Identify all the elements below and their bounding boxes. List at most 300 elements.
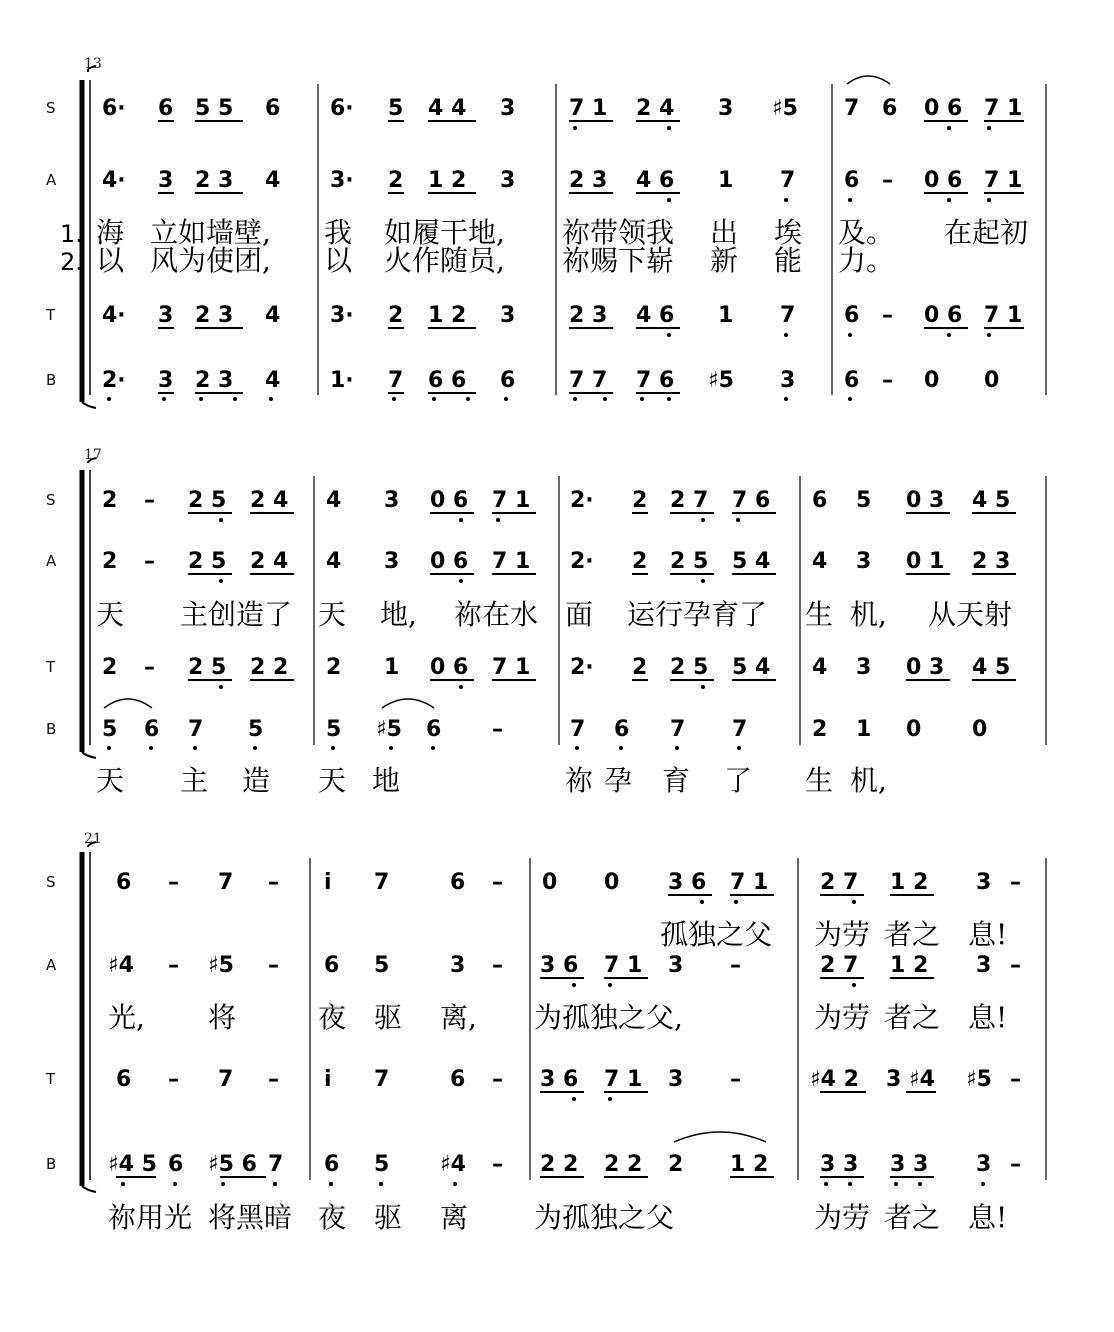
staff-alto (102, 168, 1024, 202)
note: 6 (265, 96, 281, 121)
voice-label-alto: A (46, 956, 57, 974)
octave-dots (667, 333, 991, 337)
note: – (492, 1067, 503, 1092)
lyric: 驱 (374, 1201, 403, 1234)
note: 3 (384, 488, 400, 513)
note: 4 5 (972, 488, 1011, 513)
note: 6· (102, 96, 126, 121)
lyric: 埃 (774, 216, 803, 249)
octave-dots (219, 579, 705, 583)
staff-soprano (116, 870, 1021, 904)
note: 4 (265, 303, 281, 328)
note: 5 4 (732, 549, 771, 574)
note: 3 (668, 1067, 684, 1092)
note: 4 (326, 488, 342, 513)
note: 1 (718, 303, 734, 328)
note: 3· (330, 303, 354, 328)
note: 0 (924, 368, 940, 393)
voice-label-bass: B (46, 371, 57, 389)
lyric: 生 (805, 764, 834, 797)
voice-label-tenor: T (46, 1070, 56, 1088)
lyric: 息! (968, 1001, 1008, 1034)
note: 3· (330, 168, 354, 193)
note: 2 (102, 655, 118, 680)
note: 6 (168, 1152, 184, 1177)
note: 6 (450, 1067, 466, 1092)
lyric: 以 (96, 244, 125, 277)
lyric: 天 (318, 764, 347, 797)
note: 4 5 (972, 655, 1011, 680)
lyric: 孕 (604, 764, 633, 797)
note: 2 7 (820, 870, 859, 895)
note: – (730, 953, 741, 978)
note: 6 (324, 953, 340, 978)
staff-tenor (102, 303, 1024, 337)
voice-label-soprano: S (46, 491, 56, 509)
note: 3 (500, 168, 516, 193)
note: 6 (882, 96, 898, 121)
note: 5 (326, 717, 342, 742)
voice-label-tenor: T (46, 658, 56, 676)
note: 3 (976, 870, 992, 895)
note: 3 (158, 303, 174, 328)
note: 7 1 (604, 953, 643, 978)
note: i (324, 1067, 332, 1092)
voice-label-alto: A (46, 552, 57, 570)
note: 4 6 (636, 168, 675, 193)
note: 2 (326, 655, 342, 680)
note: 7 1 (984, 96, 1023, 121)
lyrics-line-1 (96, 598, 1012, 631)
note: 2· (102, 368, 126, 393)
note: 2 5 (670, 549, 709, 574)
note: – (882, 368, 893, 393)
note: 1 2 (428, 303, 467, 328)
note: 0 6 (430, 655, 469, 680)
note: – (268, 870, 279, 895)
note: 4 (812, 655, 828, 680)
note: 6 (144, 717, 160, 742)
note: 7 6 (732, 488, 771, 513)
lyric: 祢赐下崭 (562, 244, 675, 277)
note: ♯5 6 (208, 1152, 257, 1177)
note: – (492, 870, 503, 895)
slur (382, 699, 434, 708)
note: 2 (668, 1152, 684, 1177)
octave-dots (573, 126, 991, 130)
note: 4 (812, 549, 828, 574)
note: 5 (374, 1152, 390, 1177)
lyric: 息! (968, 918, 1008, 951)
note: 7 1 (492, 488, 531, 513)
lyric: 者之 (884, 1001, 941, 1034)
note: 1 2 (890, 870, 929, 895)
voice-label-soprano: S (46, 99, 56, 117)
note: 1· (330, 368, 354, 393)
note: – (144, 488, 155, 513)
note: 1 2 (730, 1152, 769, 1177)
note: 2· (570, 488, 594, 513)
lyric: 机, (850, 598, 887, 631)
lyric: 为孤独之父 (534, 1201, 675, 1234)
note: 6 (614, 717, 630, 742)
note: 2 3 (195, 368, 234, 393)
note: 4 6 (636, 303, 675, 328)
note: 7 1 (984, 303, 1023, 328)
system-2 (45, 447, 1046, 797)
tie (674, 1132, 766, 1142)
note: 7 7 (569, 368, 608, 393)
note: 2 4 (250, 549, 289, 574)
note: i (324, 870, 332, 895)
bracket-bottom (82, 752, 96, 758)
note: 0 3 (906, 655, 945, 680)
note: 6 (500, 368, 516, 393)
note: 7 (570, 717, 586, 742)
lyric: 天 (96, 598, 125, 631)
note: ♯4 2 (810, 1067, 859, 1092)
lyric: 从天射 (928, 598, 1013, 631)
note: 3 (856, 549, 872, 574)
note: 0 6 (430, 488, 469, 513)
note: 7 (218, 1067, 234, 1092)
lyric: 为孤独之父, (534, 1001, 683, 1034)
lyric: 天 (96, 764, 125, 797)
note: 2 3 (972, 549, 1011, 574)
note: 4 4 (428, 96, 467, 121)
note: 2 (388, 303, 404, 328)
note: – (144, 549, 155, 574)
note: 6 6 (428, 368, 467, 393)
note: 3 (668, 953, 684, 978)
note: – (492, 717, 503, 742)
lyric: 立如墙壁, (150, 216, 271, 249)
note: 5 (856, 488, 872, 513)
note: ♯5 (376, 717, 402, 742)
note: 5 (374, 953, 390, 978)
note: – (882, 168, 893, 193)
note: 2 (102, 488, 118, 513)
note: 6 (844, 303, 860, 328)
lyric: 地, (380, 598, 417, 631)
note: 2 5 (188, 655, 227, 680)
lyric: 主创造了 (180, 598, 293, 631)
note: 4· (102, 303, 126, 328)
lyric: 离, (440, 1001, 477, 1034)
lyric: 主 (180, 764, 209, 797)
lyric: 为劳 (814, 1201, 871, 1234)
note: 7 (780, 303, 796, 328)
note: – (168, 953, 179, 978)
measure-number: 13 (84, 56, 102, 72)
note: 0 6 (430, 549, 469, 574)
lyric: 驱 (374, 1001, 403, 1034)
note: – (168, 1067, 179, 1092)
lyric: 育 (662, 764, 691, 797)
note: 0 6 (924, 303, 963, 328)
lyric: 祢用光 (108, 1201, 193, 1234)
note: – (144, 655, 155, 680)
lyric: 机, (850, 764, 887, 797)
note: 4 (265, 368, 281, 393)
note: – (1010, 1152, 1021, 1177)
note: 3 (856, 655, 872, 680)
lyrics-alto (108, 1001, 1007, 1034)
octave-dots (700, 900, 856, 904)
note: 7 (670, 717, 686, 742)
note: 6 (844, 368, 860, 393)
note: – (492, 1152, 503, 1177)
note: 2 (102, 549, 118, 574)
note: 2 4 (250, 488, 289, 513)
note: ♯4 (440, 1152, 466, 1177)
lyric: 能 (774, 244, 803, 277)
note: 2 (632, 549, 648, 574)
note: 2 7 (820, 953, 859, 978)
note: 6 (426, 717, 442, 742)
lyric: 夜 (318, 1001, 347, 1034)
note: 3 (500, 96, 516, 121)
note: 3 (158, 368, 174, 393)
note: 2 5 (188, 488, 227, 513)
lyric: 光, (108, 1001, 145, 1034)
lyric: 天 (318, 598, 347, 631)
voice-label-bass: B (46, 1155, 57, 1173)
lyric: 地 (372, 764, 401, 797)
lyric: 息! (968, 1201, 1008, 1234)
note: 7 (188, 717, 204, 742)
note: 7 (374, 870, 390, 895)
note: 2 5 (188, 549, 227, 574)
voice-label-tenor: T (46, 306, 56, 324)
note: 3 (450, 953, 466, 978)
note: 5 5 (195, 96, 234, 121)
note: 4· (102, 168, 126, 193)
note: – (492, 953, 503, 978)
lyric: 者之 (884, 918, 941, 951)
bracket-bottom (82, 1186, 96, 1192)
lyrics-line-bass (96, 764, 887, 797)
lyric: 海 (96, 216, 125, 249)
staff-soprano (102, 76, 1024, 130)
lyric: 者之 (884, 1201, 941, 1234)
note: 0 6 (924, 168, 963, 193)
lyric: 孤独之父 (660, 918, 773, 951)
note: – (268, 1067, 279, 1092)
note: 0 (984, 368, 1000, 393)
note: 5 (388, 96, 404, 121)
note: ♯5 (208, 953, 234, 978)
octave-dots (121, 1182, 985, 1186)
note: ♯5 (708, 368, 734, 393)
note: 0 (906, 717, 922, 742)
lyric: 运行孕育了 (627, 598, 768, 631)
note: 3 (718, 96, 734, 121)
bracket-bottom (82, 402, 96, 408)
note: 6 (812, 488, 828, 513)
slur (104, 699, 152, 708)
note: 3 6 (540, 1067, 579, 1092)
note: – (168, 870, 179, 895)
measure-number: 17 (84, 447, 102, 463)
note: 2 3 (569, 303, 608, 328)
note: ♯5 (966, 1067, 992, 1092)
note: 2 5 (670, 655, 709, 680)
note: 3 (384, 549, 400, 574)
note: 2 (388, 168, 404, 193)
note: 5 4 (732, 655, 771, 680)
note: 6 (450, 870, 466, 895)
note: 1 (384, 655, 400, 680)
note: 4 (265, 168, 281, 193)
note: 1 (856, 717, 872, 742)
note: 6· (330, 96, 354, 121)
note: ♯4 5 (108, 1152, 157, 1177)
note: 6 (324, 1152, 340, 1177)
note: 7 1 (730, 870, 769, 895)
note: 7 (388, 368, 404, 393)
note: 3 3 (890, 1152, 929, 1177)
note: 7 (732, 717, 748, 742)
octave-dots (107, 746, 741, 750)
note: – (1010, 870, 1021, 895)
note: – (1010, 953, 1021, 978)
note: 6 (116, 1067, 132, 1092)
lyric: 及。 (838, 216, 895, 249)
stanza-number: 2. (60, 248, 83, 276)
staff-bass (102, 699, 987, 750)
lyric: 祢在水 (454, 598, 539, 631)
measure-number: 21 (84, 831, 102, 847)
note: 2 (632, 655, 648, 680)
lyric: 了 (724, 764, 753, 797)
lyrics-verse-2 (60, 244, 894, 277)
note: 0 (604, 870, 620, 895)
note: 2 (632, 488, 648, 513)
lyrics-bass (108, 1201, 1007, 1234)
note: 0 (972, 717, 988, 742)
lyrics-soprano (660, 918, 1007, 951)
note: 3 3 (820, 1152, 859, 1177)
note: 7 1 (569, 96, 608, 121)
slur (847, 76, 890, 84)
system-1 (45, 56, 1046, 408)
octave-dots (219, 518, 740, 522)
note: 5 (248, 717, 264, 742)
lyric: 火作随员, (384, 244, 505, 277)
note: 3 (976, 953, 992, 978)
note: 7 (844, 96, 860, 121)
note: 7 (374, 1067, 390, 1092)
staff-tenor (116, 1067, 1021, 1101)
note: 2 (812, 717, 828, 742)
note: 7 (218, 870, 234, 895)
note: 7 (268, 1152, 284, 1177)
note: 7 1 (492, 655, 531, 680)
note: 0 1 (906, 549, 945, 574)
note: ♯4 (108, 953, 134, 978)
note: 3 6 (668, 870, 707, 895)
note: 1 (718, 168, 734, 193)
lyric: 夜 (318, 1201, 347, 1234)
lyric: 新 (710, 244, 739, 277)
note: 6 (158, 96, 174, 121)
note: 3 ♯4 (886, 1067, 935, 1092)
voice-label-bass: B (46, 720, 57, 738)
staff-alto (108, 953, 1021, 987)
note: 2 4 (636, 96, 675, 121)
staff-bass (108, 1132, 1021, 1186)
note: – (882, 303, 893, 328)
note: 2· (570, 549, 594, 574)
lyric: 离 (440, 1201, 469, 1234)
note: 2 2 (250, 655, 289, 680)
lyric: 如履干地, (384, 216, 505, 249)
note: 3 (500, 303, 516, 328)
lyric: 祢 (565, 764, 594, 797)
voice-label-soprano: S (46, 873, 56, 891)
lyric: 面 (565, 598, 594, 631)
stanza-number: 1. (60, 220, 83, 248)
octave-dots (572, 1097, 612, 1101)
system-3 (45, 831, 1046, 1234)
lyric: 将黑暗 (208, 1201, 293, 1234)
lyric: 造 (242, 764, 271, 797)
note: 2 3 (569, 168, 608, 193)
note: 2 2 (540, 1152, 579, 1177)
note: 7 (780, 168, 796, 193)
octave-dots (667, 198, 991, 202)
note: 7 1 (492, 549, 531, 574)
note: 4 (326, 549, 342, 574)
note: 6 (116, 870, 132, 895)
note: 2· (570, 655, 594, 680)
note: 3 (158, 168, 174, 193)
staff-bass (102, 368, 999, 401)
note: 3 6 (540, 953, 579, 978)
lyric: 风为使团, (150, 244, 271, 277)
note: 0 (542, 870, 558, 895)
lyric: 出 (710, 216, 739, 249)
lyric: 力。 (838, 244, 895, 277)
lyric: 为劳 (814, 1001, 871, 1034)
note: 1 2 (428, 168, 467, 193)
lyric: 我 (324, 216, 353, 249)
note: – (268, 953, 279, 978)
octave-dots (572, 983, 856, 987)
note: 7 1 (604, 1067, 643, 1092)
note: – (1010, 1067, 1021, 1092)
note: 0 3 (906, 488, 945, 513)
lyric: 将 (208, 1001, 237, 1034)
lyric: 为劳 (814, 918, 871, 951)
lyric: 生 (805, 598, 834, 631)
lyric: 祢带领我 (562, 216, 675, 249)
note: 2 3 (195, 303, 234, 328)
lyric: 在起初 (944, 216, 1029, 249)
lyric: 以 (324, 244, 353, 277)
voice-label-alto: A (46, 171, 57, 189)
note: 3 (780, 368, 796, 393)
octave-dots (219, 685, 705, 689)
note: 2 7 (670, 488, 709, 513)
note: 1 2 (890, 953, 929, 978)
note: ♯5 (772, 96, 798, 121)
note: 0 6 (924, 96, 963, 121)
note: 2 2 (604, 1152, 643, 1177)
octave-dots (107, 397, 852, 401)
note: 3 (976, 1152, 992, 1177)
